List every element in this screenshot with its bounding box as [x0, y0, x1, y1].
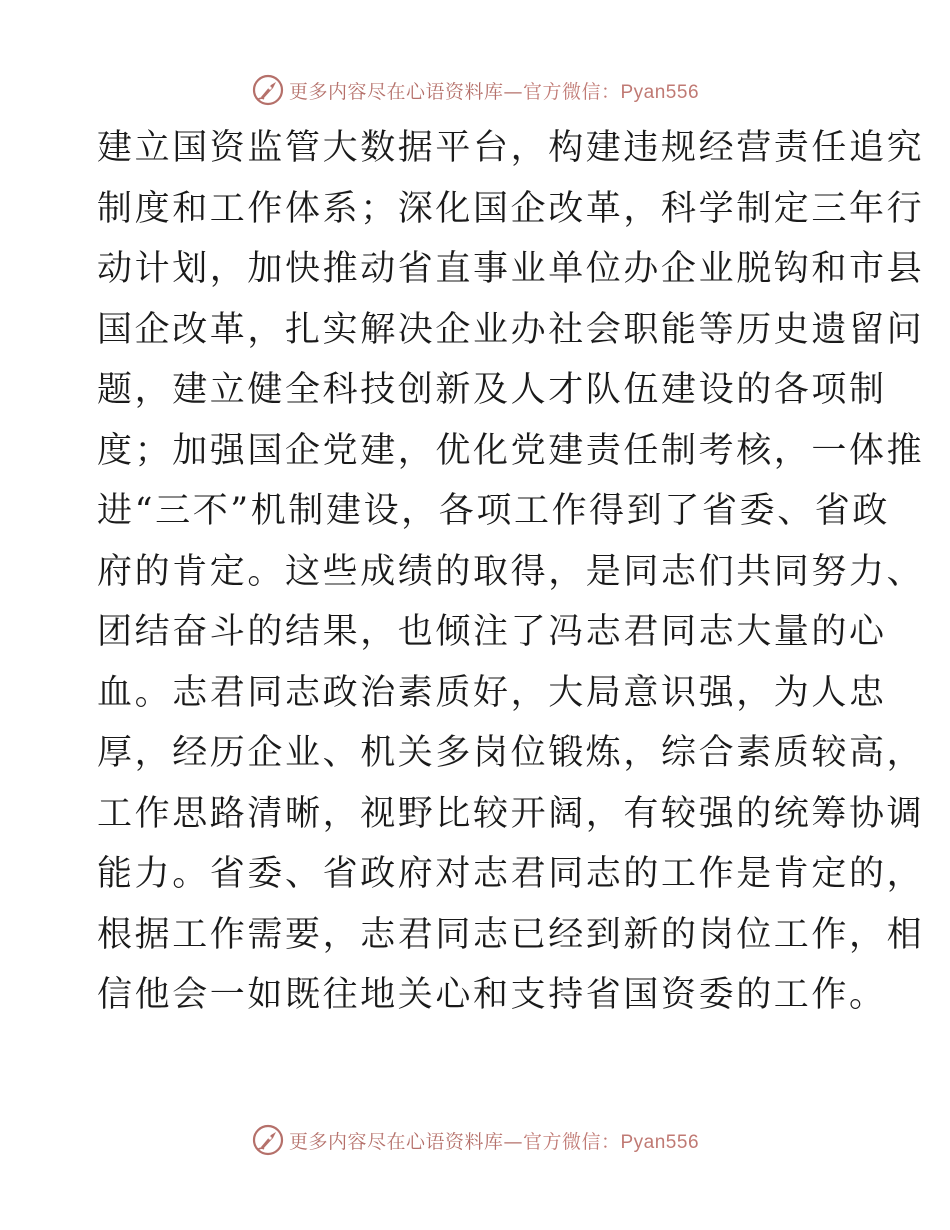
pen-nib-logo-icon	[251, 73, 285, 107]
footer-contact: 官方微信：Pyan556	[523, 1131, 700, 1153]
footer-slogan	[289, 1127, 699, 1154]
body-line: 团结奋斗的结果，也倾注了冯志君同志大量的心	[97, 612, 887, 652]
body-line: 工作思路清晰，视野比较开阔，有较强的统筹协调	[97, 793, 925, 834]
body-line: 制度和工作体系；深化国企改革，科学制定三年行	[97, 188, 925, 229]
body-line: 题，建立健全科技创新及人才队伍建设的各项制	[97, 370, 887, 410]
body-line: 动计划，加快推动省直事业单位办企业脱钩和市县	[97, 249, 925, 289]
body-line: 国企改革，扎实解决企业办社会职能等历史遗留问	[97, 309, 925, 350]
header-watermark	[0, 72, 950, 108]
body-line: 进“三不”机制建设，各项工作得到了省委、省政	[97, 491, 890, 531]
body-line: 能力。省委、省政府对志君同志的工作是肯定的，	[97, 854, 925, 894]
body-line: 度；加强国企党建，优化党建责任制考核，一体推	[97, 430, 925, 471]
document-body	[97, 125, 925, 1033]
pen-nib-logo-icon	[251, 1123, 285, 1157]
body-line: 厚，经历企业、机关多岗位锻炼，综合素质较高，	[97, 733, 925, 773]
footer-slogan-text: 更多内容尽在心语资料库—	[288, 1130, 523, 1153]
header-contact: 官方微信：Pyan556	[523, 81, 700, 103]
body-line: 血。志君同志政治素质好，大局意识强，为人忠	[97, 672, 887, 713]
body-line: 府的肯定。这些成绩的取得，是同志们共同努力、	[97, 551, 925, 592]
body-line: 根据工作需要，志君同志已经到新的岗位工作，相	[97, 914, 925, 955]
header-slogan	[289, 77, 699, 104]
footer-watermark	[0, 1122, 950, 1158]
header-slogan-text: 更多内容尽在心语资料库—	[288, 80, 523, 103]
body-line: 信他会一如既往地关心和支持省国资委的工作。	[97, 975, 887, 1015]
body-line: 建立国资监管大数据平台，构建违规经营责任追究	[97, 128, 925, 168]
